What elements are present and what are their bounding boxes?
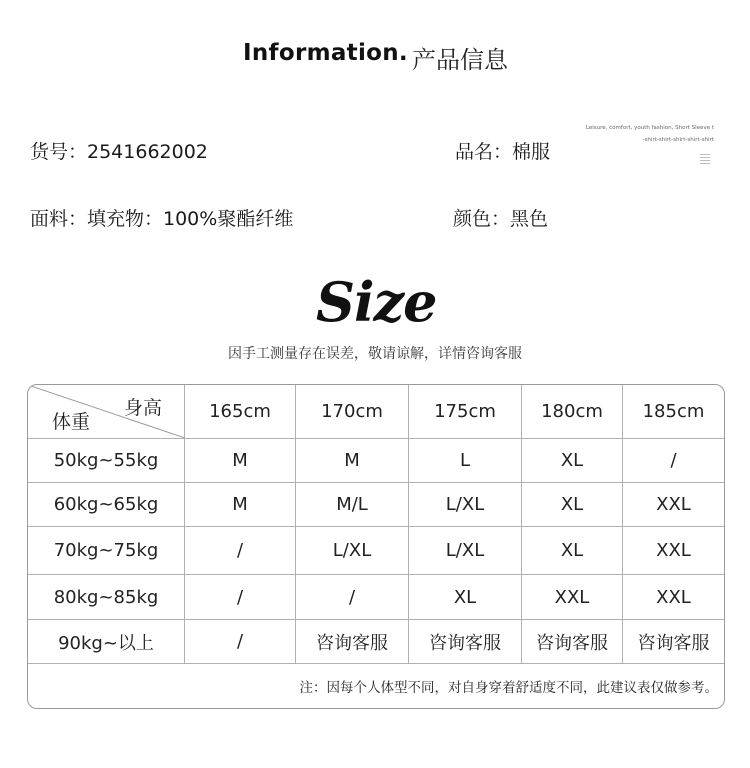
table-row [28, 527, 724, 575]
size-cell: XXL [522, 575, 623, 620]
weight-axis-label: 体重 [52, 411, 91, 433]
size-cell: / [623, 439, 724, 483]
size-heading: Size [316, 270, 437, 334]
size-chart-table [27, 384, 725, 709]
size-disclaimer: 因手工测量存在误差，敬请谅解，详情咨询客服 [228, 346, 522, 362]
column-header: 180cm [522, 385, 623, 439]
size-cell: XL [522, 439, 623, 483]
size-cell: M [185, 483, 296, 527]
table-row [28, 439, 724, 483]
size-cell: / [185, 527, 296, 575]
table-row [28, 575, 724, 620]
size-cell: 咨询客服 [296, 620, 409, 664]
size-cell: XXL [623, 527, 724, 575]
table-row [28, 620, 724, 664]
size-cell: M [296, 439, 409, 483]
weight-cell: 70kg~75kg [28, 527, 185, 575]
size-cell: L/XL [296, 527, 409, 575]
list-icon [700, 154, 710, 166]
product-name: 品名：棉服 [455, 141, 551, 163]
height-axis-label: 身高 [123, 397, 162, 419]
size-cell: L/XL [409, 527, 522, 575]
size-cell: L/XL [409, 483, 522, 527]
color-info: 颜色：黑色 [453, 208, 549, 230]
size-cell: M [185, 439, 296, 483]
size-cell: / [185, 620, 296, 664]
weight-cell: 80kg~85kg [28, 575, 185, 620]
size-cell: XL [522, 527, 623, 575]
size-note: 注：因每个人体型不同，对自身穿着舒适度不同，此建议表仅做参考。 [299, 680, 718, 696]
column-header: 175cm [409, 385, 522, 439]
tagline-line-2: -shirt-shirt-shirt-shirt-shirt [642, 137, 714, 143]
table-footer-row [28, 664, 724, 708]
column-header: 165cm [185, 385, 296, 439]
size-cell: 咨询客服 [522, 620, 623, 664]
size-cell: / [296, 575, 409, 620]
page-title-chinese: 产品信息 [412, 46, 508, 74]
fabric-info: 面料：填充物：100%聚酯纤维 [30, 208, 294, 230]
weight-cell: 90kg~以上 [28, 620, 185, 664]
weight-cell: 50kg~55kg [28, 439, 185, 483]
column-header: 185cm [623, 385, 724, 439]
tagline-line-1: Leisure, comfort, youth fashion, Short Sleeve t [585, 125, 714, 131]
table-header-row [28, 385, 724, 439]
column-header: 170cm [296, 385, 409, 439]
page-title-english: Information. [243, 40, 408, 66]
size-cell: L [409, 439, 522, 483]
table-row [28, 483, 724, 527]
size-cell: XL [522, 483, 623, 527]
size-cell: 咨询客服 [409, 620, 522, 664]
size-cell: / [185, 575, 296, 620]
decorative-tagline [560, 122, 714, 146]
corner-header-cell [28, 385, 185, 439]
size-cell: XL [409, 575, 522, 620]
size-cell: M/L [296, 483, 409, 527]
weight-cell: 60kg~65kg [28, 483, 185, 527]
size-cell: XXL [623, 575, 724, 620]
size-cell: 咨询客服 [623, 620, 724, 664]
item-number: 货号：2541662002 [30, 141, 208, 163]
size-cell: XXL [623, 483, 724, 527]
